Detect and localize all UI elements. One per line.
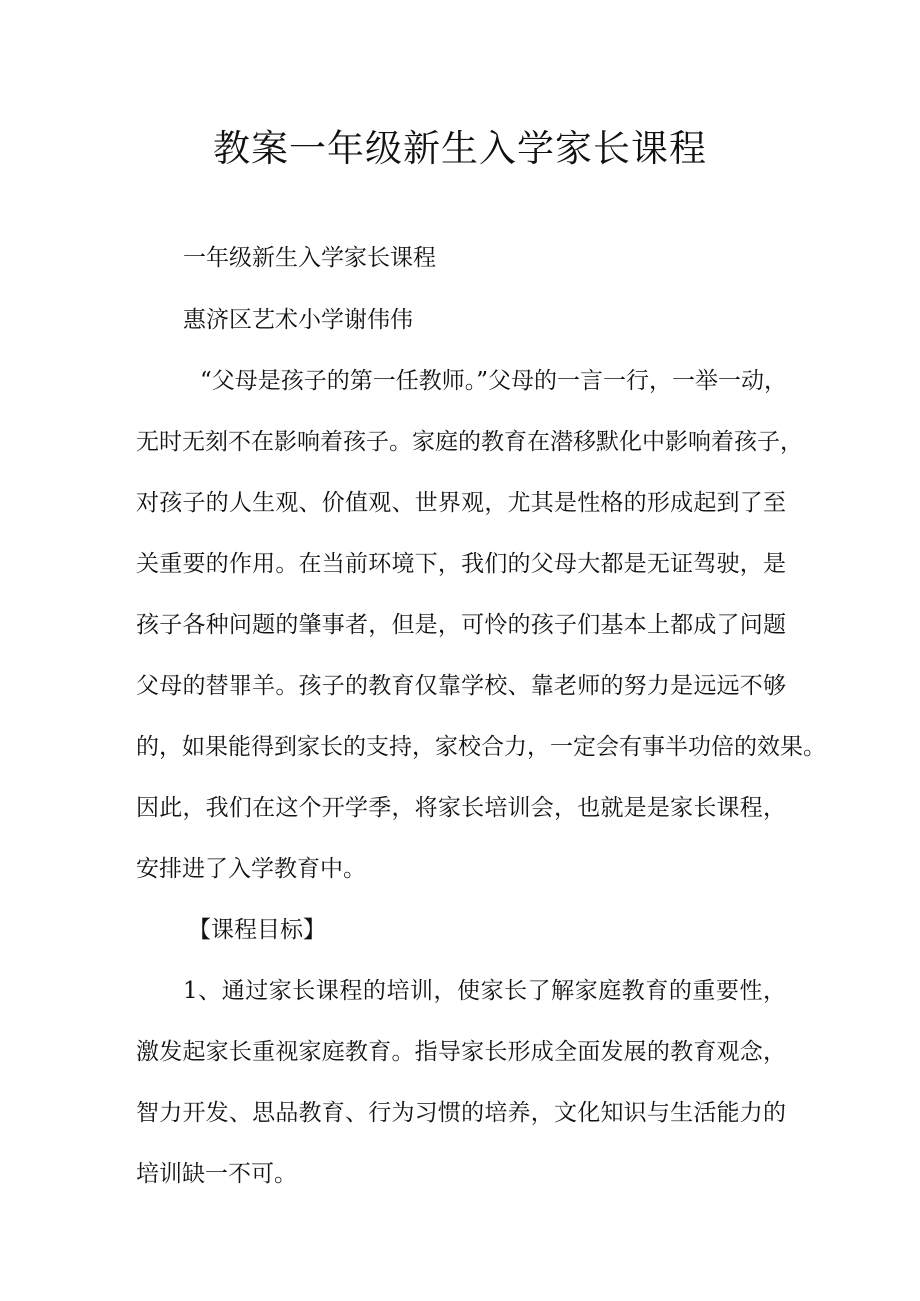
paragraph-line: 安排进了入学教育中。	[136, 856, 366, 882]
paragraph-line: 智力开发、思品教育、行为习惯的培养，文化知识与生活能力的	[136, 1100, 786, 1126]
paragraph-line: 父母的替罪羊。孩子的教育仅靠学校、靠老师的努力是远远不够	[136, 673, 786, 699]
paragraph-line: 无时无刻不在影响着孩子。家庭的教育在潜移默化中影响着孩子，	[136, 429, 803, 455]
paragraph-line: 1、通过家长课程的培训，使家长了解家庭教育的重要性，	[183, 978, 786, 1004]
paragraph-line: 对孩子的人生观、价值观、世界观，尤其是性格的形成起到了至	[136, 490, 786, 516]
paragraph-line: 孩子各种问题的肇事者，但是，可怜的孩子们基本上都成了问题	[136, 612, 786, 638]
subtitle: 一年级新生入学家长课程	[183, 245, 436, 271]
paragraph-line: 关重要的作用。在当前环境下，我们的父母大都是无证驾驶，是	[136, 551, 786, 577]
author-line: 惠济区艺术小学谢伟伟	[183, 307, 413, 333]
section-heading: 【课程目标】	[188, 917, 326, 943]
paragraph-line: 培训缺一不可。	[136, 1161, 297, 1187]
paragraph-line: 激发起家长重视家庭教育。指导家长形成全面发展的教育观念，	[136, 1039, 786, 1065]
paragraph-line: “父母是孩子的第一任教师。”父母的一言一行，一举一动，	[200, 368, 788, 394]
paragraph-line: 的，如果能得到家长的支持，家校合力，一定会有事半功倍的效果。	[136, 734, 826, 760]
paragraph-line: 因此，我们在这个开学季，将家长培训会，也就是是家长课程，	[136, 795, 786, 821]
document-title: 教案一年级新生入学家长课程	[213, 127, 707, 170]
